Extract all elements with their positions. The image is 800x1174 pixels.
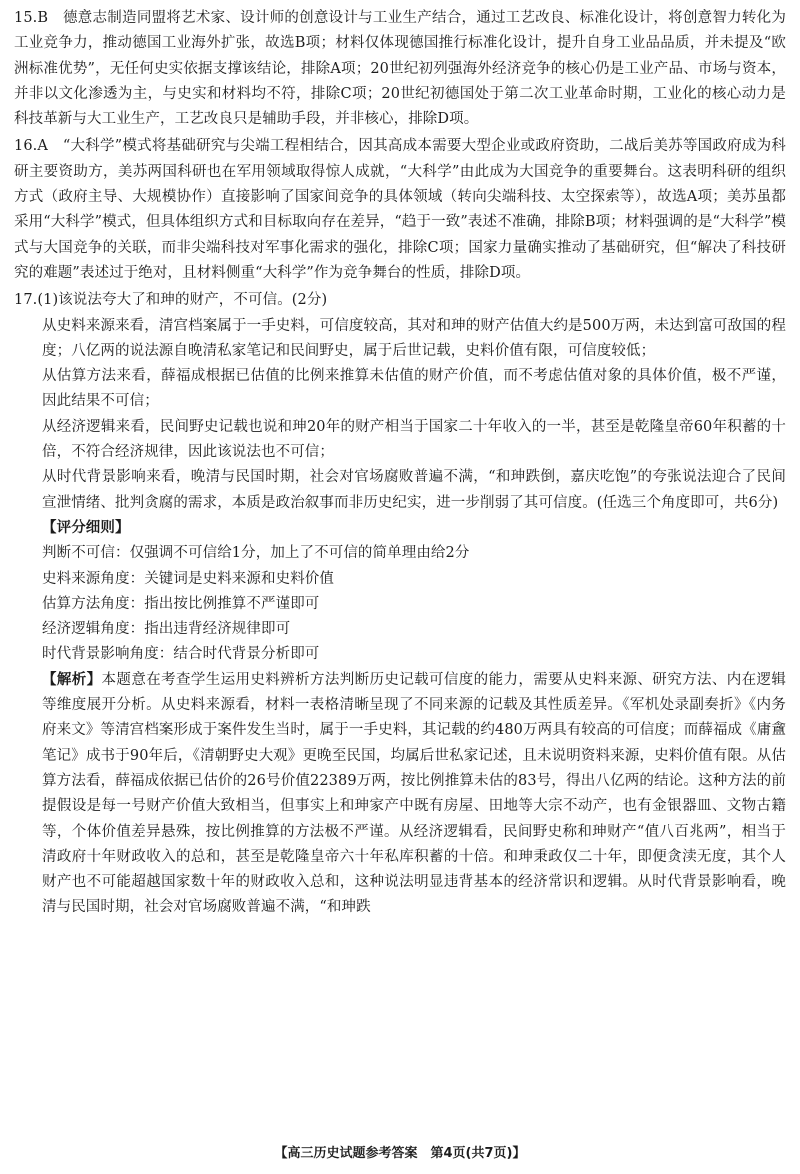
scoring-item: 经济逻辑角度：指出违背经济规律即可 <box>42 621 291 638</box>
scoring-item: 史料来源角度：关键词是史料来源和史料价值 <box>42 570 334 587</box>
answer-q15: 15.B 德意志制造同盟将艺术家、设计师的创意设计与工业生产结合，通过工艺改良、标准化设计，将创意智力转化为工业竞争力，推动德国工业海外扩张，故选B项；材料仅体现德国推行标准化设计，提升自身工业品品质，并未提及“欧洲标准优势”，无任何史实依据支撑该结论，排除A项；20世纪初列强海外经济竞争的核心仍是工业产品、市场与资本，并非以文化渗透为主，与史实和材料均不符，排除C项；20世纪初德国处于第二次工业革命时期，工业化的核心动力是科技革新与大工业生产，工艺改良只是辅助手段，并非核心，排除D项。 <box>14 10 786 128</box>
analysis-label: 【解析】 <box>42 671 102 688</box>
answer-body <box>14 6 786 921</box>
scoring-item: 估算方法角度：指出按比例推算不严谨即可 <box>42 595 320 612</box>
answer-q17-head: 17.(1)该说法夸大了和珅的财产，不可信。(2分) <box>14 292 328 309</box>
analysis-text: 本题意在考查学生运用史料辨析方法判断历史记载可信度的能力，需要从史料来源、研究方法、内在逻辑等维度展开分析。从史料来源看，材料一表格清晰呈现了不同来源的记载及其性质差异。《军机处录副奏折》《内务府来文》等清宫档案形成于案件发生当时，属于一手史料，其记载的约480万两具有较高的可信度；而薛福成《庸盦笔记》成书于90年后，《清朝野史大观》更晚至民国，均属后世私家记述，且未说明资料来源，史料价值有限。从估算方法看，薛福成依据已估价的26号价值22389万两，按比例推算未估的83号，得出八亿两的结论。这种方法的前提假设是每一号财产价值大致相当，但事实上和珅家产中既有房屋、田地等大宗不动产，也有金银器皿、文物古籍等，个体价值差异悬殊，按比例推算的方法极不严谨。从经济逻辑看，民间野史称和珅财产“值八百兆两”，相当于清政府十年财政收入的总和，甚至是乾隆皇帝六十年私库积蓄的十倍。和珅秉政仅二十年，即便贪渎无度，其个人财产也不可能超越国家数十年的财政收入总和，这种说法明显违背基本的经济常识和逻辑。从时代背景影响看，晚清与民国时期，社会对官场腐败普遍不满，“和珅跌 <box>42 671 786 916</box>
scoring-item: 时代背景影响角度：结合时代背景分析即可 <box>42 646 320 663</box>
q17-point-method: 从估算方法来看，薛福成根据已估值的比例来推算未估值的财产价值，而不考虑估值对象的具体价值，极不严谨，因此结果不可信； <box>42 368 786 410</box>
q17-point-source: 从史料来源来看，清宫档案属于一手史料，可信度较高，其对和珅的财产估值大约是500万两，未达到富可敌国的程度；八亿两的说法源自晚清私家笔记和民间野史，属于后世记载，史料价值有限，可信度较低； <box>42 317 786 359</box>
page-footer: 【高三历史试题参考答案 第4页(共7页)】 <box>274 1146 526 1161</box>
analysis-paragraph <box>14 668 786 921</box>
q17-point-background: 从时代背景影响来看，晚清与民国时期，社会对官场腐败普遍不满，“和珅跌倒，嘉庆吃饱”的夸张说法迎合了民间宣泄情绪、批判贪腐的需求，本质是政治叙事而非历史纪实，进一步削弱了其可信度。(任选三个角度即可，共6分) <box>42 469 786 511</box>
answer-q16: 16.A “大科学”模式将基础研究与尖端工程相结合，因其高成本需要大型企业或政府资助，二战后美苏等国政府成为科研主要资助方，美苏两国科研也在军用领域取得惊人成就，“大科学”由此成为大国竞争的重要舞台。这表明科研的组织方式（政府主导、大规模协作）直接影响了国家间竞争的具体领域（转向尖端科技、太空探索等），故选A项；美苏虽都采用“大科学”模式，但具体组织方式和目标取向存在差异，“趋于一致”表述不准确，排除B项；材料强调的是“大科学”模式与大国竞争的关联，而非尖端科技对军事化需求的强化，排除C项；国家力量确实推动了基础研究，但“解决了科技研究的难题”表述过于绝对，且材料侧重“大科学”作为竞争舞台的性质，排除D项。 <box>14 138 786 281</box>
q17-point-economic: 从经济逻辑来看，民间野史记载也说和珅20年的财产相当于国家二十年收入的一半，甚至是乾隆皇帝60年积蓄的十倍，不符合经济规律，因此该说法也不可信； <box>42 418 786 461</box>
scoring-title: 【评分细则】 <box>42 519 130 536</box>
scoring-item: 判断不可信：仅强调不可信给1分，加上了不可信的简单理由给2分 <box>42 545 470 562</box>
